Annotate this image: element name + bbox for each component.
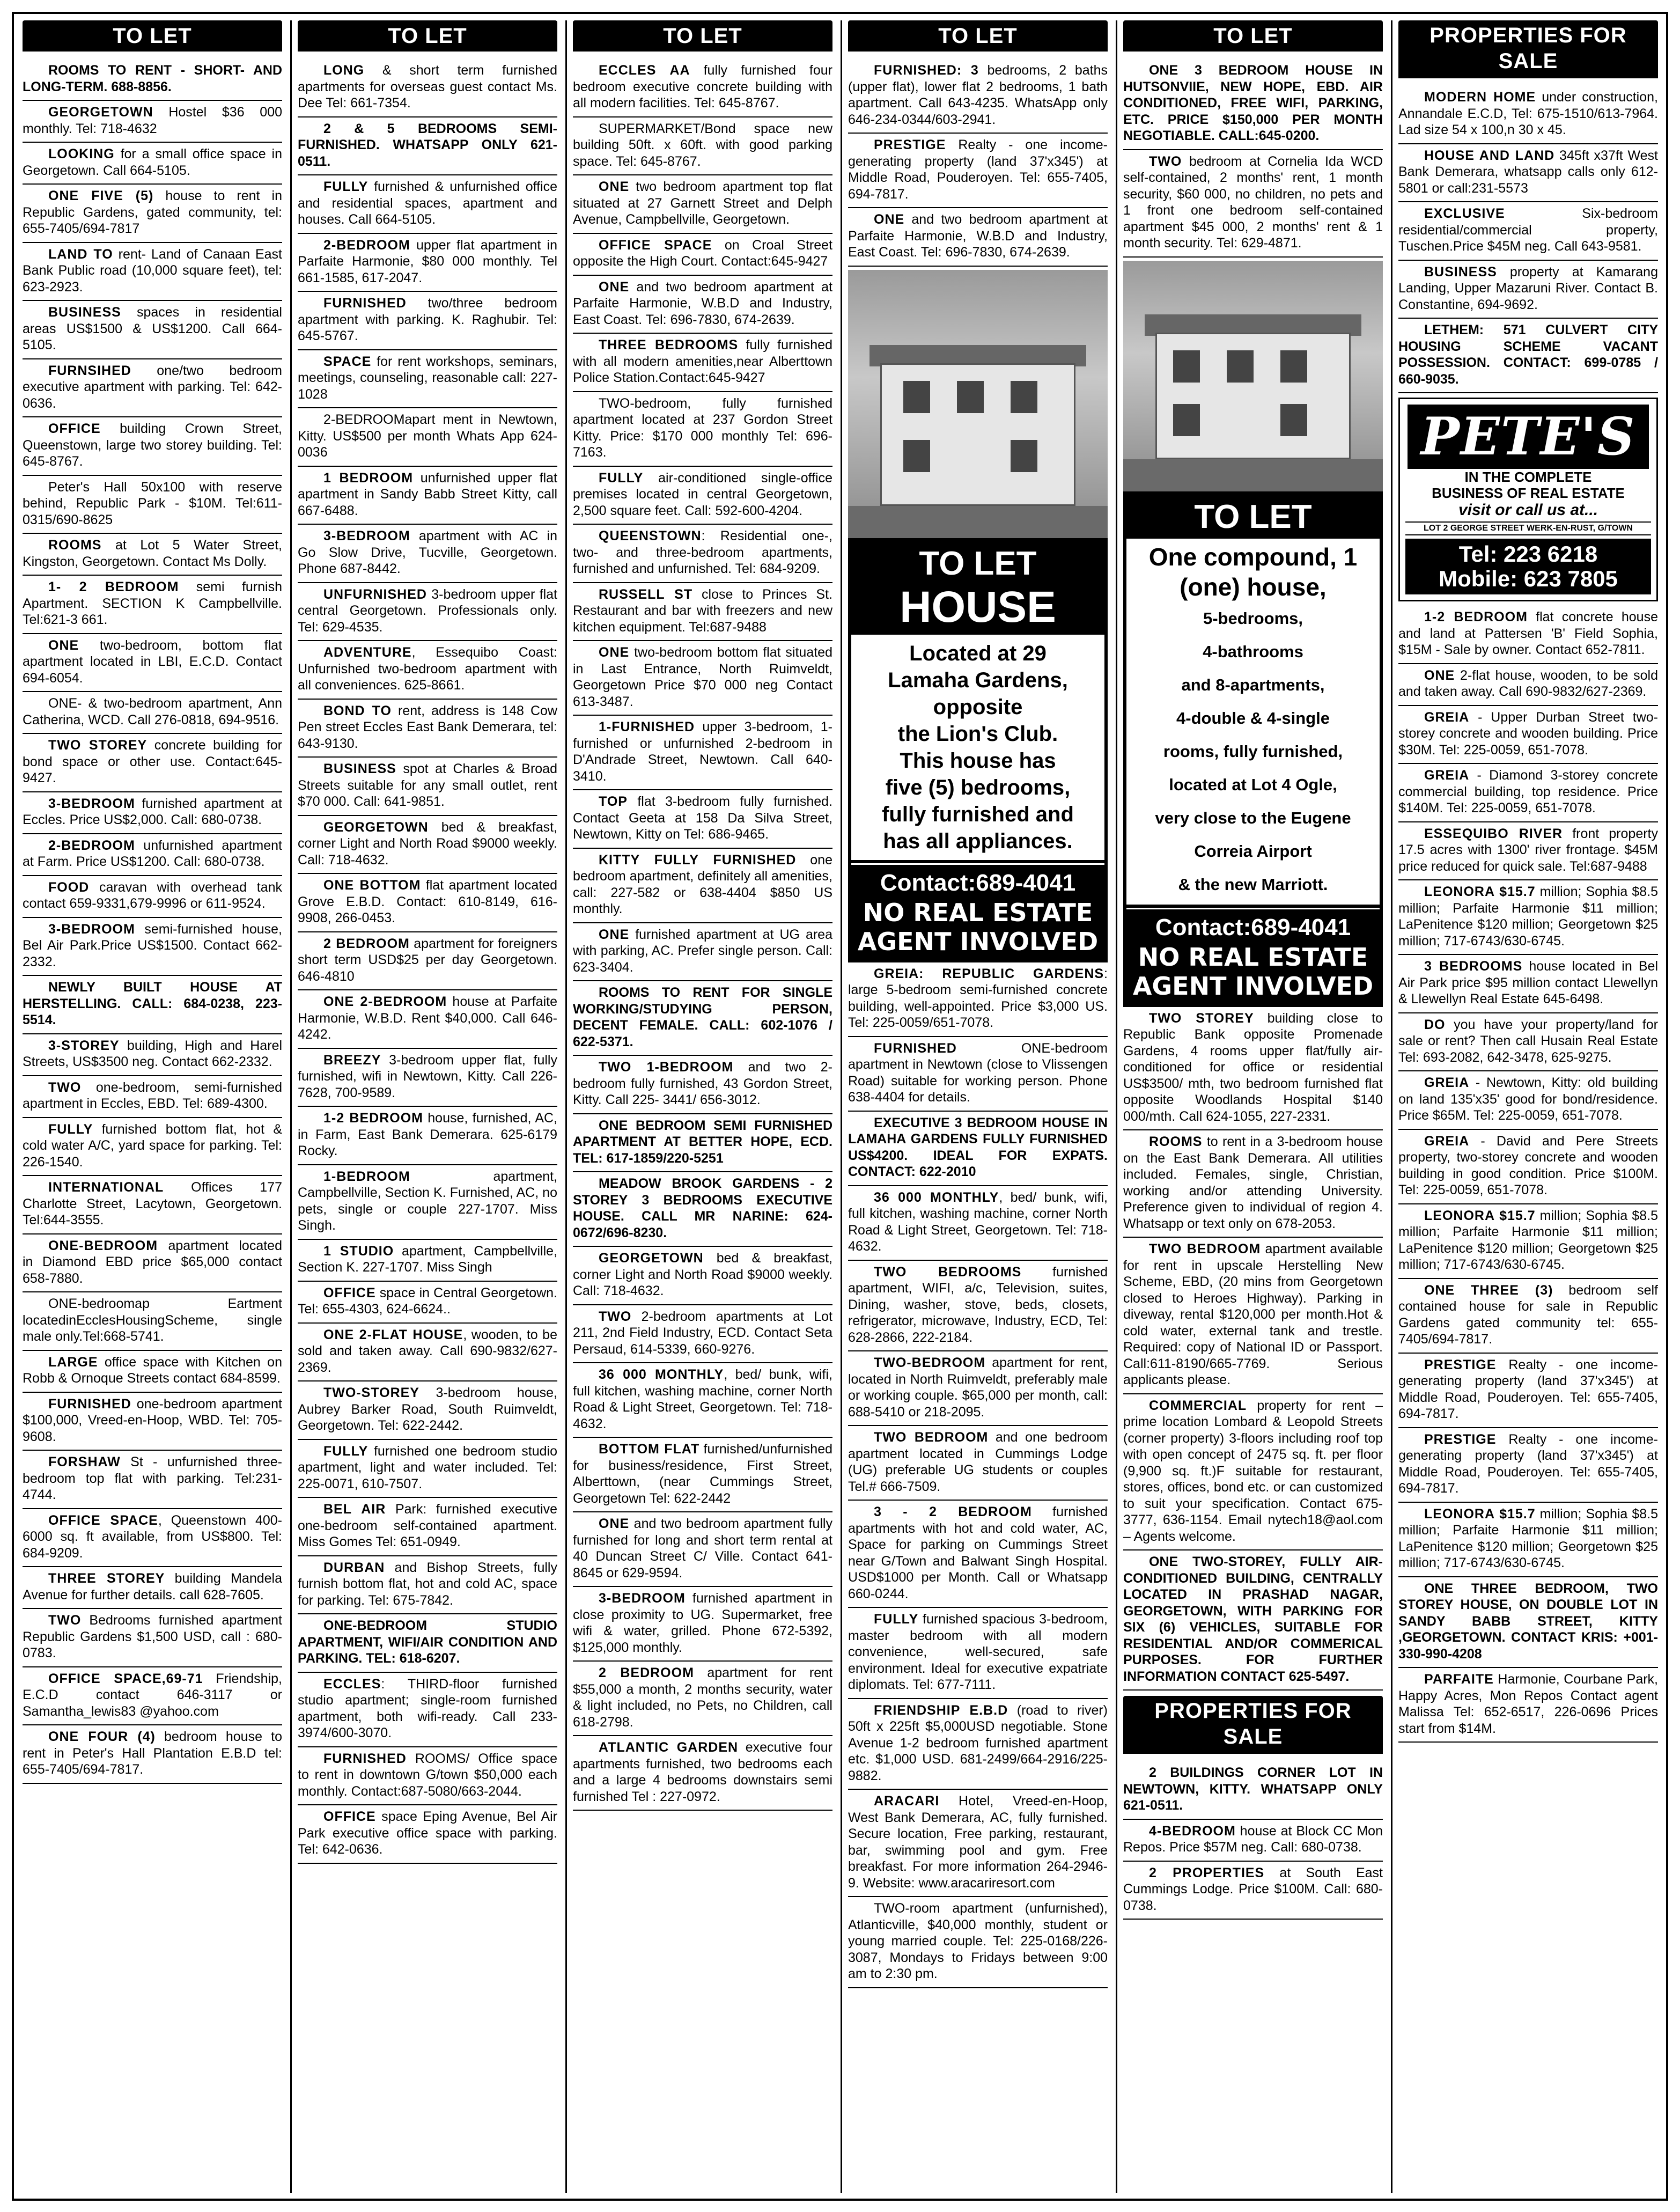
promo-line: opposite <box>933 695 1023 719</box>
ad-list <box>1123 1761 1383 1920</box>
promo-line: Located at 29 <box>909 641 1047 665</box>
window-shape <box>1280 350 1307 383</box>
classified-ad: OFFICE SPACE, Queenstown 400-6000 sq. ft available, from US$800. Tel: 684-9209. <box>23 1509 282 1568</box>
promo-details <box>1126 539 1380 905</box>
promo-line: very close to the Eugene <box>1155 808 1351 827</box>
classified-ad: LETHEM: 571 CULVERT CITY HOUSING SCHEME VACANT POSSESSION. CONTACT: 699-0785 / 660-9035. <box>1398 319 1658 393</box>
classified-ad: ONE TWO-STOREY, FULLY AIR-CONDITIONED BUILDING, CENTRALLY LOCATED IN PRASHAD NAGAR, GEORGETOWN, WITH PARKING FOR SIX (6) VEHICLES, SUITABLE FOR RESIDENTIAL AND/OR COMMERICAL PURPOSES. FOR FURTHER INFORMATION CONTACT 625-5497. <box>1123 1550 1383 1691</box>
window-shape <box>1011 440 1037 472</box>
classified-ad: ADVENTURE, Essequibo Coast: Unfurnished two-bedroom apartment with all conveniences. 625-8661. <box>298 641 557 700</box>
classified-ad: RUSSELL ST close to Princes St. Restaurant and bar with freezers and new kitchen equipment. Tel:687-9488 <box>573 583 832 642</box>
ad-list <box>1123 1007 1383 1691</box>
classified-ad: SPACE for rent workshops, seminars, meetings, counseling, reasonable call: 227-1028 <box>298 350 557 409</box>
classified-ad: FORSHAW St - unfurnished three-bedroom top flat with parking. Tel:231-4744. <box>23 1451 282 1509</box>
classified-ad: TWO-BEDROOM apartment for rent, located in North Ruimveldt, preferably male or working couple. $65,000 per month, call: 688-5410 or 218-2095. <box>848 1351 1108 1426</box>
window-shape <box>903 381 930 413</box>
classified-ad: PARFAITE Harmonie, Courbane Park, Happy Acres, Mon Repos Contact agent Malissa Tel: 652-6517, 226-0696 Prices start from $14M. <box>1398 1668 1658 1743</box>
classified-ad: 2-BEDROOM unfurnished apartment at Farm. Price US$1200. Call: 680-0738. <box>23 834 282 876</box>
column-to-let-1 <box>19 20 285 2193</box>
classified-ad: FULLY air-conditioned single-office premises located in central Georgetown, 2,500 square feet. Call: 592-600-4204. <box>573 467 832 525</box>
pete-tel: Tel: 223 6218 <box>1458 541 1598 567</box>
classified-ad: 2-BEDROOM upper flat apartment in Parfaite Harmonie, $80 000 monthly. Tel 661-1585, 617-2047. <box>298 234 557 292</box>
section-header: PROPERTIES FOR SALE <box>1123 1696 1383 1754</box>
classified-ad: 1-FURNISHED upper 3-bedroom, 1-furnished or unfurnished 2-bedroom in D'Andrade Street, Newtown. Call 640-3410. <box>573 716 832 790</box>
promo-line: fully furnished and <box>882 802 1074 826</box>
classified-ad: FULLY furnished spacious 3-bedroom, master bedroom with all modern convenience, well-secured, safe environment. Ideal for executive expatriate diplomats. Tel: 677-7111. <box>848 1608 1108 1699</box>
pete-tagline: IN THE COMPLETE <box>1464 469 1592 485</box>
column-divider <box>1116 20 1117 2193</box>
classified-ad: FOOD caravan with overhead tank contact 659-9331,679-9996 or 611-9524. <box>23 876 282 918</box>
classified-ad: Peter's Hall 50x100 with reserve behind, Republic Park - $10M. Tel:611-0315/690-8625 <box>23 476 282 534</box>
column-to-let-4 <box>845 20 1111 2193</box>
classified-ad: ONE 2-flat house, wooden, to be sold and taken away. Call 690-9832/627-2369. <box>1398 664 1658 706</box>
classified-ad: LARGE office space with Kitchen on Robb & Ornoque Streets contact 684-8599. <box>23 1351 282 1393</box>
classified-ad: DURBAN and Bishop Streets, fully furnish bottom flat, hot and cold AC, space for parking. Tel: 675-7842. <box>298 1556 557 1615</box>
promo-no-agent: NO REAL ESTATE AGENT INVOLVED <box>857 898 1099 956</box>
column-to-let-2 <box>294 20 561 2193</box>
pete-phones <box>1405 539 1651 594</box>
classified-ad: ONE two-bedroom bottom flat situated in Last Entrance, North Ruimveldt, Georgetown Price $70 000 neg Contact 613-3487. <box>573 641 832 716</box>
classified-ad: 3-STOREY building, High and Harel Streets, US$3500 neg. Contact 662-2332. <box>23 1034 282 1076</box>
classified-ad: ONE THREE (3) bedroom self contained house for sale in Republic Gardens gated community tel: 655-7405/694-7817. <box>1398 1279 1658 1354</box>
classified-ad: 1 STUDIO apartment, Campbellville, Section K. 227-1707. Miss Singh <box>298 1240 557 1282</box>
classified-ad: OFFICE space in Central Georgetown. Tel: 655-4303, 624-6624.. <box>298 1282 557 1324</box>
classified-ad: GREIA - Upper Durban Street two-storey concrete and wooden building. Price $30M. Tel: 225-0059, 651-7078. <box>1398 706 1658 765</box>
ad-list <box>1123 59 1383 258</box>
classified-ad: BEL AIR Park: furnished executive one-bedroom self-contained apartment. Miss Gomes Tel: 651-0949. <box>298 1498 557 1556</box>
classified-ad: TWO BEDROOMS furnished apartment, WIFI, a/c, Television, suites, Dining, washer, stove, beds, closets, refrigerator, microwave, Industry, ECD, Tel: 628-2866, 222-2184. <box>848 1261 1108 1352</box>
classified-ad: ECCLES: THIRD-floor furnished studio apartment; single-room furnished apartment, both wifi-ready. Call 233-3974/600-3070. <box>298 1673 557 1747</box>
promo-details <box>851 635 1104 860</box>
classified-ad: ONE-BEDROOM STUDIO APARTMENT, WIFI/AIR CONDITION AND PARKING. TEL: 618-6207. <box>298 1614 557 1673</box>
classified-ad: GEORGETOWN bed & breakfast, corner Light and North Road $9000 weekly. Call: 718-4632. <box>298 816 557 874</box>
house-photo <box>848 270 1108 539</box>
classified-ad: TWO Bedrooms furnished apartment Republic Gardens $1,500 USD, call : 680-0783. <box>23 1609 282 1667</box>
classified-ad: FULLY furnished & unfurnished office and residential spaces, apartment and houses. Call 664-5105. <box>298 175 557 234</box>
window-shape <box>1173 404 1200 436</box>
window-shape <box>1173 350 1200 383</box>
classified-ad: 2 BUILDINGS CORNER LOT IN NEWTOWN, KITTY. WHATSAPP ONLY 621-0511. <box>1123 1761 1383 1820</box>
house-promo-box <box>848 539 1108 962</box>
classified-ad: ONE furnished apartment at UG area with parking, AC. Prefer single person. Call: 623-3404. <box>573 923 832 982</box>
classified-ad: KITTY FULLY FURNISHED one bedroom apartment, definitely all amenities, call: 227-582 or 638-4404 $850 US monthly. <box>573 849 832 923</box>
classified-ad: 3 BEDROOMS house located in Bel Air Park price $95 million contact Llewellyn & Llewellyn Real Estate 645-6498. <box>1398 955 1658 1013</box>
classified-ad: NEWLY BUILT HOUSE AT HERSTELLING. CALL: 684-0238, 223-5514. <box>23 976 282 1034</box>
classified-ad: FURNISHED ROOMS/ Office space to rent in downtown G/town $50,000 each monthly. Contact:687-5080/663-2044. <box>298 1747 557 1806</box>
section-header: PROPERTIES FOR SALE <box>1398 20 1658 78</box>
classified-ad: 1-2 BEDROOM house, furnished, AC, in Farm, East Bank Demerara. 625-6179 Rocky. <box>298 1107 557 1165</box>
pete-address: LOT 2 GEORGE STREET WERK-EN-RUST, G/TOWN <box>1405 521 1651 535</box>
classified-ad: ONE- & two-bedroom apartment, Ann Catherina, WCD. Call 276-0818, 694-9516. <box>23 692 282 734</box>
classified-ad: BUSINESS spaces in residential areas US$1500 & US$1200. Call 664-5105. <box>23 301 282 359</box>
promo-line: five (5) bedrooms, <box>885 775 1071 799</box>
classified-ad: OFFICE SPACE on Croal Street opposite the High Court. Contact:645-9427 <box>573 234 832 276</box>
classified-ad: 2-BEDROOMapart ment in Newtown, Kitty. US$500 per month Whats App 624-0036 <box>298 408 557 467</box>
petes-logo: PETE'S <box>1408 405 1649 469</box>
classified-ad: BOND TO rent, address is 148 Cow Pen street Eccles East Bank Demerara, tel: 643-9130. <box>298 700 557 758</box>
classified-ad: 3-BEDROOM furnished apartment at Eccles. Price US$2,000. Call: 680-0738. <box>23 792 282 834</box>
promo-no-agent: NO REAL ESTATE AGENT INVOLVED <box>1132 942 1374 1001</box>
classified-ad: LEONORA $15.7 million; Sophia $8.5 million; Parfaite Harmonie $11 million; LaPenitence $120 million; Georgetown $25 million; 717-6743/630-6745. <box>1398 880 1658 955</box>
promo-line: Correia Airport <box>1194 841 1312 861</box>
classified-ad: ESSEQUIBO RIVER front property 17.5 acres with 1300' river frontage. $45M price reduced for quick sale. Tel:687-9488 <box>1398 822 1658 881</box>
classified-ad: LOOKING for a small office space in Georgetown. Call 664-5105. <box>23 143 282 185</box>
classified-ad: OFFICE space Eping Avenue, Bel Air Park executive office space with parking. Tel: 642-0636. <box>298 1805 557 1864</box>
classified-ad: 3 - 2 BEDROOM furnished apartments with hot and cold water, AC, Space for parking on Cummings Street near G/Town and Balwant Singh Hospital. USD$1000 per Month. Call or Whatsapp 660-0244. <box>848 1501 1108 1608</box>
promo-line: 5-bedrooms, <box>1203 608 1303 628</box>
column-properties-for-sale <box>1395 20 1661 2193</box>
classified-ad: 3-BEDROOM furnished apartment in close proximity to UG. Supermarket, free wifi & water, grilled. Phone 672-5392, $125,000 monthly. <box>573 1587 832 1662</box>
window-shape <box>1227 350 1254 383</box>
window-shape <box>903 440 930 472</box>
classified-ad: OFFICE SPACE,69-71 Friendship, E.C.D contact 646-3117 or Samantha_lewis83 @yahoo.com <box>23 1667 282 1726</box>
classified-ad: TWO 1-BEDROOM and two 2-bedroom fully furnished, 43 Gordon Street, Kitty. Call 225- 3441/ 656-3012. <box>573 1056 832 1114</box>
classified-ad: FURNISHED: 3 bedrooms, 2 baths (upper flat), lower flat 2 bedrooms, 1 bath apartment. Call 643-4235. WhatsApp only 646-234-0344/603-2941. <box>848 59 1108 134</box>
pete-mobile: Mobile: 623 7805 <box>1439 566 1618 591</box>
classified-ad: QUEENSTOWN: Residential one-, two- and three-bedroom apartments, furnished and unfurnished. Tel: 684-9209. <box>573 525 832 583</box>
promo-title: TO LET <box>919 545 1037 582</box>
ad-list <box>848 59 1108 267</box>
promo-line: rooms, fully furnished, <box>1163 741 1343 761</box>
classified-ad: ONE THREE BEDROOM, TWO STOREY HOUSE, ON DOUBLE LOT IN SANDY BABB STREET, KITTY ,GEORGETOWN. CONTACT KRIS: +001-330-990-4208 <box>1398 1577 1658 1669</box>
classified-ad: 36 000 MONTHLY, bed/ bunk, wifi, full kitchen, washing machine, corner North Road & Light Street, Georgetown. Tel: 718-4632. <box>848 1186 1108 1261</box>
classified-ad: GEORGETOWN bed & breakfast, corner Light and North Road $9000 weekly. Call: 718-4632. <box>573 1247 832 1305</box>
classified-ad: ROOMS to rent in a 3-bedroom house on the East Bank Demerara. All utilities included. Females, single, Christian, working and/or attending University. Preference given to individual of region 4. Whatsapp or text only on 678-2053. <box>1123 1130 1383 1238</box>
classified-ad: LONG & short term furnished apartments for overseas guest contact Ms. Dee Tel: 661-7354. <box>298 59 557 117</box>
classified-ad: FULLY furnished one bedroom studio apartment, light and water included. Tel: 225-0071, 610-7507. <box>298 1440 557 1498</box>
classified-ad: ECCLES AA fully furnished four bedroom executive concrete building with all modern facilities. Tel: 645-8767. <box>573 59 832 117</box>
classified-ad: 4-BEDROOM house at Block CC Mon Repos. Price $57M neg. Call: 680-0738. <box>1123 1820 1383 1862</box>
classified-ad: GREIA: REPUBLIC GARDENS: large 5-bedroom semi-furnished concrete building, well-appointed. Price $3,000 US. Tel: 225-0059/651-7078. <box>848 962 1108 1037</box>
building-shape <box>880 363 1075 506</box>
classified-ad: TWO one-bedroom, semi-furnished apartment in Eccles, EBD. Tel: 689-4300. <box>23 1076 282 1118</box>
classified-ad: PRESTIGE Realty - one income-generating property (land 37'x345') at Middle Road, Pouderoyen. Tel: 655-7405, 694-7817. <box>848 134 1108 208</box>
promo-headline: One compound, 1 (one) house, <box>1148 542 1358 601</box>
classified-ad: 2 & 5 BEDROOMS SEMI-FURNISHED. WHATSAPP ONLY 621-0511. <box>298 117 557 176</box>
classified-ad: GREIA - Diamond 3-storey concrete commercial building, top residence. Price $140M. Tel: 225-0059, 651-7078. <box>1398 764 1658 822</box>
window-shape <box>1011 381 1037 413</box>
section-header: TO LET <box>1123 20 1383 52</box>
classified-ad: 1- 2 BEDROOM semi furnish Apartment. SECTION K Campbellville. Tel:621-3 661. <box>23 576 282 634</box>
section-header: TO LET <box>848 20 1108 52</box>
classified-ad: 3-BEDROOM semi-furnished house, Bel Air Park.Price US$1500. Contact 662-2332. <box>23 918 282 976</box>
classified-ad: THREE BEDROOMS fully furnished with all modern amenities,near Alberttown Police Station.Contact:645-9427 <box>573 334 832 392</box>
classified-ad: COMMERCIAL property for rent – prime location Lombard & Leopold Streets (corner property) 3-floors including roof top with open concept of 2475 sq. ft. per floor (9,900 sq. ft.)F suitable for restaurant, stores, offices, bond etc. or can customized to suit your specification. Contact 675-3777, 636-1154. Email nytech18@aol.com – Agents welcome. <box>1123 1394 1383 1551</box>
classified-ad: MODERN HOME under construction, Annandale E.C.D, Tel: 675-1510/613-7964. Lad size 54 x 100,n 30 x 45. <box>1398 86 1658 144</box>
classifieds-page <box>12 12 1668 2201</box>
classified-ad: TWO BEDROOM apartment available for rent in upscale Herstelling New Scheme, EBD, (20 mins from Georgetown closed to Heroes Highway). Parking in diveway, rental $120,000 per month.Hot & cold water, external tank and trestle. Required: copy of National ID or Passport. Call:611-8190/665-7769. Serious applicants please. <box>1123 1238 1383 1394</box>
compound-promo-box <box>1123 493 1383 1007</box>
classified-ad: FURNISHED one-bedroom apartment $100,000, Vreed-en-Hoop, WBD. Tel: 705-9608. <box>23 1393 282 1451</box>
ad-list <box>1398 606 1658 1743</box>
promo-headline: HOUSE <box>900 582 1056 631</box>
promo-lines <box>1129 602 1377 901</box>
section-header: TO LET <box>573 20 832 52</box>
classified-ad: ATLANTIC GARDEN executive four apartments furnished, two bedrooms each and a large 4 bedrooms downstairs semi furnished Tel : 227-0972. <box>573 1736 832 1811</box>
promo-contact: Contact:689-4041 <box>851 863 1104 898</box>
classified-ad: OFFICE building Crown Street, Queenstown, large two storey building. Tel: 645-8767. <box>23 417 282 476</box>
ad-list <box>1398 86 1658 393</box>
classified-ad: PRESTIGE Realty - one income-generating property (land 37'x345') at Middle Road, Pouderoyen. Tel: 655-7405, 694-7817. <box>1398 1354 1658 1428</box>
classified-ad: PRESTIGE Realty - one income-generating property (land 37'x345') at Middle Road, Pouderoyen. Tel: 655-7405, 694-7817. <box>1398 1428 1658 1503</box>
classified-ad: MEADOW BROOK GARDENS - 2 STOREY 3 BEDROOMS EXECUTIVE HOUSE. CALL MR NARINE: 624-0672/696-8230. <box>573 1172 832 1247</box>
classified-ad: 1 BEDROOM unfurnished upper flat apartment in Sandy Babb Street Kitty, call 667-6488. <box>298 467 557 525</box>
column-divider <box>1391 20 1392 2193</box>
promo-line: This house has <box>900 748 1056 773</box>
classified-ad: ONE-BEDROOM apartment located in Diamond EBD price $65,000 contact 658-7880. <box>23 1234 282 1293</box>
classified-ad: SUPERMARKET/Bond space new building 50ft. x 60ft. with good parking space. Tel: 645-8767. <box>573 117 832 176</box>
classified-ad: FURNISHED two/three bedroom apartment with parking. K. Raghubir. Tel: 645-5767. <box>298 292 557 350</box>
section-header: TO LET <box>298 20 557 52</box>
classified-ad: TWO-room apartment (unfurnished), Atlanticville, $40,000 monthly, student or young married couple. Tel: 225-0168/226-3087, Mondays to Fridays between 9:00 am to 2:30 pm. <box>848 1897 1108 1988</box>
classified-ad: TOP flat 3-bedroom fully furnished. Contact Geeta at 158 Da Silva Street, Newtown, Kitty on Tel: 686-9465. <box>573 790 832 849</box>
classified-ad: TWO bedroom at Cornelia Ida WCD self-contained, 2 months' rent, 1 month security, $60 000, no children, no pets and 1 front one bedroom self-contained apartment $45 000, 2 months' rent & 1 month security. Tel: 629-4871. <box>1123 150 1383 258</box>
ad-list <box>848 962 1108 1988</box>
classified-ad: GREIA - Newtown, Kitty: old building on land 135'x35' good for bond/residence. Price $65M. Tel: 225-0059, 651-7078. <box>1398 1071 1658 1130</box>
classified-ad: ONE and two bedroom apartment at Parfaite Harmonie, W.B.D and Industry, East Coast. Tel: 696-7830, 674-2639. <box>573 276 832 334</box>
classified-ad: UNFURNISHED 3-bedroom upper flat central Georgetown. Professionals only. Tel: 629-4535. <box>298 583 557 642</box>
ground-shape <box>1123 459 1383 491</box>
promo-line: located at Lot 4 Ogle, <box>1169 775 1337 794</box>
classified-ad: ROOMS at Lot 5 Water Street, Kingston, Georgetown. Contact Ms Dolly. <box>23 534 282 576</box>
classified-ad: FURNISHED ONE-bedroom apartment in Newtown (close to Vlissengen Road) suitable for working person. Phone 638-4404 for details. <box>848 1037 1108 1112</box>
classified-ad: ONE and two bedroom apartment at Parfaite Harmonie, W.B.D and Industry, East Coast. Tel: 696-7830, 674-2639. <box>848 208 1108 267</box>
window-shape <box>1280 404 1307 436</box>
classified-ad: ONE 2-FLAT HOUSE, wooden, to be sold and taken away. Call 690-9832/627-2369. <box>298 1324 557 1382</box>
compound-photo <box>1123 261 1383 493</box>
classified-ad: FRIENDSHIP E.B.D (road to river) 50ft x 225ft $5,000USD negotiable. Stone Avenue 1-2 bedroom furnished apartment etc. $1,000 USD. 681-2499/664-2916/225-9882. <box>848 1699 1108 1790</box>
classified-ad: 2 BEDROOM apartment for foreigners short term USD$25 per day Georgetown. 646-4810 <box>298 932 557 991</box>
classified-ad: ONE 2-BEDROOM house at Parfaite Harmonie, W.B.D. Rent $40,000. Call 646-4242. <box>298 990 557 1049</box>
classified-ad: ONE-bedroomap Eartment locatedinEcclesHousingScheme, single male only.Tel:668-5741. <box>23 1292 282 1351</box>
classified-ad: DO you have your property/land for sale or rent? Then call Husain Real Estate Tel: 693-2082, 642-3478, 625-9275. <box>1398 1013 1658 1072</box>
classified-ad: TWO 2-bedroom apartments at Lot 211, 2nd Field Industry, ECD. Contact Seta Persaud, 614-5339, 660-9276. <box>573 1305 832 1364</box>
ad-list <box>23 59 282 1784</box>
classified-ad: TWO-STOREY 3-bedroom house, Aubrey Barker Road, South Ruimveldt, Georgetown. Tel: 622-2442. <box>298 1381 557 1440</box>
section-header: TO LET <box>23 20 282 52</box>
classified-ad: GEORGETOWN Hostel $36 000 monthly. Tel: 718-4632 <box>23 101 282 143</box>
promo-line: and 8-apartments, <box>1181 675 1325 694</box>
promo-line: Lamaha Gardens, <box>888 668 1068 692</box>
building-shape <box>1155 333 1351 459</box>
pete-tagline: visit or call us at... <box>1458 501 1598 519</box>
classified-ad: ONE BOTTOM flat apartment located Grove E.B.D. Contact: 610-8149, 616-9908, 266-0453. <box>298 874 557 932</box>
classified-ad: TWO STOREY building close to Republic Bank opposite Promenade Gardens, 4 rooms upper flat/fully air-conditioned for office or residential US$3500/ mth, two bedroom furnished flat opposite Woodlands Hospital $140 000/mth. Call 624-1055, 227-2331. <box>1123 1007 1383 1131</box>
column-to-let-5 <box>1120 20 1386 2193</box>
classified-ad: BREEZY 3-bedroom upper flat, fully furnished, wifi in Newtown, Kitty. Call 226-7628, 700-9589. <box>298 1049 557 1107</box>
promo-line: 4-bathrooms <box>1203 642 1303 661</box>
column-divider <box>565 20 567 2193</box>
classified-ad: ONE BEDROOM SEMI FURNISHED APARTMENT AT BETTER HOPE, ECD. TEL: 617-1859/220-5251 <box>573 1114 832 1173</box>
classified-ad: LEONORA $15.7 million; Sophia $8.5 million; Parfaite Harmonie $11 million; LaPenitence $120 million; Georgetown $25 million; 717-6743/630-6745. <box>1398 1503 1658 1577</box>
classified-ad: ARACARI Hotel, Vreed-en-Hoop, West Bank Demerara, AC, fully furnished. Secure location, Free parking, restaurant, bar, swimming pool and gym. Free breakfast. For more information 264-2946-9. Website: www.aracariresort.com <box>848 1790 1108 1897</box>
promo-line: has all appliances. <box>883 829 1073 853</box>
classified-ad: 1-BEDROOM apartment, Campbellville, Section K. Furnished, AC, no pets, single or couple 227-1707. Miss Singh. <box>298 1165 557 1240</box>
classified-ad: ONE 3 BEDROOM HOUSE IN HUTSONVIIE, NEW HOPE, EBD. AIR CONDITIONED, FREE WIFI, PARKING, ETC. PRICE $150,000 PER MONTH NEGOTIABLE. CALL:645-0200. <box>1123 59 1383 150</box>
petes-real-estate-ad <box>1398 398 1658 601</box>
classified-ad: ONE two bedroom apartment top flat situated at 27 Garnett Street and Delph Avenue, Campbellville, Georgetown. <box>573 175 832 234</box>
promo-line: & the new Marriott. <box>1178 874 1328 894</box>
classified-ad: 1-2 BEDROOM flat concrete house and land at Pattersen 'B' Field Sophia, $15M - Sale by owner. Contact 652-7811. <box>1398 606 1658 664</box>
window-shape <box>957 381 984 413</box>
classified-ad: ONE FIVE (5) house to rent in Republic Gardens, gated community, tel: 655-7405/694-7817 <box>23 185 282 243</box>
classified-ad: ONE and two bedroom apartment fully furnished for long and short term rental at 40 Duncan Street C/ Ville. Contact 641-8645 or 629-9594. <box>573 1512 832 1587</box>
classified-ad: EXECUTIVE 3 BEDROOM HOUSE IN LAMAHA GARDENS FULLY FURNISHED US$4200. IDEAL FOR EXPATS. CONTACT: 622-2010 <box>848 1112 1108 1186</box>
classified-ad: THREE STOREY building Mandela Avenue for further details. call 628-7605. <box>23 1567 282 1609</box>
pete-tagline: BUSINESS OF REAL ESTATE <box>1432 485 1625 501</box>
classified-ad: INTERNATIONAL Offices 177 Charlotte Street, Lacytown, Georgetown. Tel:644-3555. <box>23 1176 282 1234</box>
classified-ad: 3-BEDROOM apartment with AC in Go Slow Drive, Tucville, Georgetown. Phone 687-8442. <box>298 525 557 583</box>
classified-ad: GREIA - David and Pere Streets property, two-storey concrete and wooden building in good condition. Price $100M. Tel: 225-0059, 651-7078. <box>1398 1130 1658 1204</box>
classified-ad: BOTTOM FLAT furnished/unfurnished for business/residence, First Street, Alberttown, (near Cummings Street, Georgetown Tel: 622-2442 <box>573 1438 832 1512</box>
classified-ad: LEONORA $15.7 million; Sophia $8.5 million; Parfaite Harmonie $11 million; LaPenitence $120 million; Georgetown $25 million; 717-6743/630-6745. <box>1398 1204 1658 1279</box>
promo-contact: Contact:689-4041 <box>1126 908 1380 943</box>
classified-ad: TWO STOREY concrete building for bond space or other use. Contact:645-9427. <box>23 734 282 792</box>
column-divider <box>841 20 842 2193</box>
classified-ad: TWO BEDROOM and one bedroom apartment located in Cummings Lodge (UG) preferable UG students or couples Tel.# 666-7509. <box>848 1426 1108 1501</box>
ground-shape <box>848 506 1108 538</box>
column-divider <box>290 20 292 2193</box>
classified-ad: ROOMS TO RENT FOR SINGLE WORKING/STUDYING PERSON, DECENT FEMALE. CALL: 602-1076 / 622-5371. <box>573 981 832 1056</box>
classified-ad: BUSINESS spot at Charles & Broad Streets suitable for any small outlet, rent $70 000. Call: 641-9851. <box>298 758 557 816</box>
classified-ad: LAND TO rent- Land of Canaan East Bank Public road (10,000 square feet), tel: 623-2923. <box>23 243 282 302</box>
classified-ad: HOUSE AND LAND 345ft x37ft West Bank Demerara, whatsapp calls only 612-5801 or call:231-5573 <box>1398 144 1658 203</box>
classified-ad: ROOMS TO RENT - SHORT- AND LONG-TERM. 688-8856. <box>23 59 282 101</box>
classified-ad: 2 BEDROOM apartment for rent $55,000 a month, 2 months security, water & light included, no Pets, no Children, call 618-2798. <box>573 1662 832 1736</box>
promo-line: the Lion's Club. <box>897 722 1058 746</box>
column-to-let-3 <box>570 20 836 2193</box>
classified-ad: EXCLUSIVE Six-bedroom residential/commercial property, Tuschen.Price $45M neg. Call 643-9581. <box>1398 202 1658 261</box>
classified-ad: ONE FOUR (4) bedroom house to rent in Peter's Hall Plantation E.B.D tel: 655-7405/694-7817. <box>23 1725 282 1784</box>
classified-ad: FURNSIHED one/two bedroom executive apartment with parking. Tel: 642-0636. <box>23 359 282 418</box>
promo-line: 4-double & 4-single <box>1176 708 1330 727</box>
classified-ad: TWO-bedroom, fully furnished apartment located at 237 Gordon Street Kitty. Price: $170 000 monthly Tel: 696-7163. <box>573 392 832 467</box>
classified-ad: ONE two-bedroom, bottom flat apartment located in LBI, E.C.D. Contact 694-6054. <box>23 634 282 693</box>
promo-title: TO LET <box>1194 498 1312 535</box>
classified-ad: BUSINESS property at Kamarang Landing, Upper Mazaruni River. Contact B. Constantine, 694-9692. <box>1398 261 1658 319</box>
classified-ad: 2 PROPERTIES at South East Cummings Lodge. Price $100M. Call: 680-0738. <box>1123 1862 1383 1920</box>
ad-list <box>573 59 832 1811</box>
ad-list <box>298 59 557 1864</box>
classified-ad: FULLY furnished bottom flat, hot & cold water A/C, yard space for parking. Tel: 226-1540. <box>23 1118 282 1177</box>
classified-ad: 36 000 MONTHLY, bed/ bunk, wifi, full kitchen, washing machine, corner North Road & Light Street, Georgetown. Tel: 718-4632. <box>573 1363 832 1438</box>
